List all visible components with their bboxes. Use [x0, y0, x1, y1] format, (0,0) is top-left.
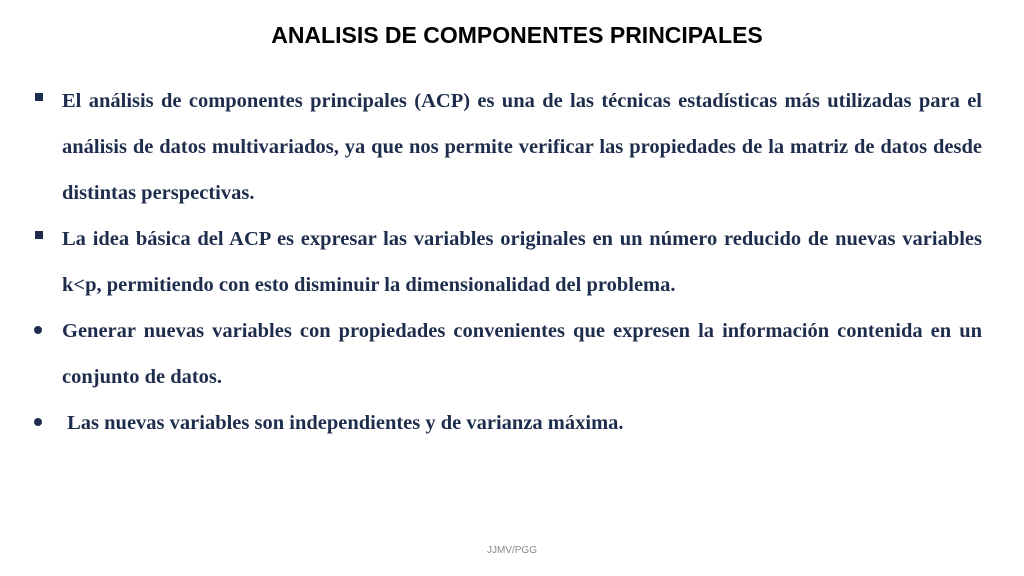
footer-text: JJMV/PGG: [486, 545, 537, 556]
bullet-list: [34, 78, 982, 446]
bullet-text: La idea básica del ACP es expresar las variables originales en un número reducido de nuevas variables k<p, permitiendo con esto disminuir la dimensionalidad del problema.: [62, 228, 982, 296]
circle-bullet-icon: [34, 308, 54, 354]
square-bullet-icon: [34, 216, 54, 262]
list-item: [34, 308, 982, 400]
bullet-text: Las nuevas variables son independientes y de varianza máxima.: [62, 412, 624, 434]
slide-title: ANALISIS DE COMPONENTES PRINCIPALES: [271, 22, 763, 48]
bullet-text: Generar nuevas variables con propiedades convenientes que expresen la información contenida en un conjunto de datos.: [62, 320, 982, 388]
bullet-text: El análisis de componentes principales (ACP) es una de las técnicas estadísticas más utilizadas para el análisis de datos multivariados, ya que nos permite verificar las propiedades de la matriz de datos desde distintas perspectivas.: [62, 90, 982, 204]
list-item: [34, 400, 982, 446]
circle-bullet-icon: [34, 400, 54, 446]
square-bullet-icon: [34, 78, 54, 124]
list-item: [34, 78, 982, 216]
list-item: [34, 216, 982, 308]
